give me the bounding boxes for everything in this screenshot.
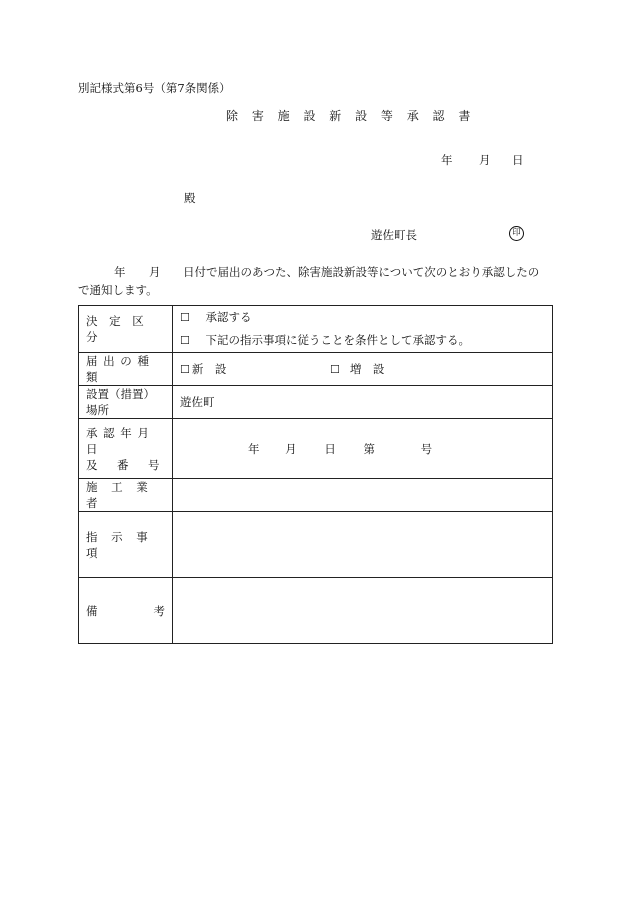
notification-type-row: [79, 353, 553, 386]
body-month: 月: [149, 265, 161, 279]
decision-option-conditional[interactable]: [180, 329, 545, 352]
body-year: 年: [114, 265, 126, 279]
approval-go: 号: [420, 441, 433, 456]
location-value-cell[interactable]: [173, 386, 553, 419]
remarks-label-2: 考: [153, 603, 165, 618]
approval-dai: 第: [363, 441, 375, 456]
checkbox-icon[interactable]: ☐: [180, 311, 190, 324]
contractor-value-cell[interactable]: [173, 479, 553, 512]
type-value-cell: [173, 353, 553, 386]
location-value: 遊佐町: [180, 395, 215, 409]
instructions-row: [79, 512, 553, 578]
body-line1: 日付で届出のあつた、除害施設新設等について次のとおり承認したの: [183, 265, 540, 279]
issuer-name: 遊佐町長: [371, 228, 417, 242]
approval-year: 年: [248, 441, 260, 456]
document-title: 除 害 施 設 新 設 等 承 認 書: [226, 109, 476, 123]
type-option-new[interactable]: [180, 362, 230, 376]
type-option-add[interactable]: [330, 362, 384, 376]
instructions-value-cell[interactable]: [173, 512, 553, 578]
contractor-label: 施 工 業 者: [86, 480, 153, 510]
decision-label-cell: [79, 306, 173, 353]
form-reference: 別記様式第6号（第7条関係）: [78, 81, 231, 95]
checkbox-icon[interactable]: ☐: [330, 363, 340, 376]
issue-month: 月: [479, 153, 491, 167]
issue-day: 日: [512, 153, 524, 167]
instructions-label-cell: [79, 512, 173, 578]
type-label-cell: [79, 353, 173, 386]
issue-year: 年: [441, 153, 453, 167]
location-label-cell: [79, 386, 173, 419]
location-row: [79, 386, 553, 419]
approval-month: 月: [285, 441, 297, 456]
type-option-add-label: 増 設: [349, 362, 385, 376]
approval-label-cell: [79, 419, 173, 479]
checkbox-icon[interactable]: ☐: [180, 334, 190, 347]
approval-label-line2: 及 番 号: [86, 457, 164, 472]
instructions-label: 指 示 事 項: [86, 529, 153, 560]
body-line2: で通知します。: [78, 283, 158, 297]
type-option-new-label: 新 設: [191, 362, 227, 376]
remarks-label-cell: [79, 578, 173, 644]
decision-row: [79, 306, 553, 353]
contractor-row: [79, 479, 553, 512]
checkbox-icon[interactable]: ☐: [180, 363, 190, 376]
approval-date-row: [79, 419, 553, 479]
remarks-row: [79, 578, 553, 644]
approval-form-table: [78, 305, 553, 644]
type-label: 届 出 の 種 類: [86, 354, 150, 384]
remarks-value-cell[interactable]: [173, 578, 553, 644]
decision-value-cell: [173, 306, 553, 353]
decision-label: 決 定 区 分: [86, 314, 148, 344]
location-label: 設置（措置）場所: [86, 387, 155, 417]
addressee-honorific: 殿: [184, 191, 196, 205]
remarks-label: [86, 603, 165, 619]
approval-value-cell[interactable]: [173, 419, 553, 479]
seal-mark: 印: [509, 226, 524, 241]
approval-day: 日: [324, 441, 336, 456]
remarks-label-1: 備: [86, 603, 98, 618]
approval-label-line1: 承 認 年 月 日: [86, 425, 150, 456]
decision-option-approve[interactable]: [180, 306, 545, 329]
decision-option-conditional-label: 下記の指示事項に従うことを条件として承認する。: [205, 333, 471, 347]
contractor-label-cell: [79, 479, 173, 512]
decision-option-approve-label: 承認する: [205, 310, 252, 324]
